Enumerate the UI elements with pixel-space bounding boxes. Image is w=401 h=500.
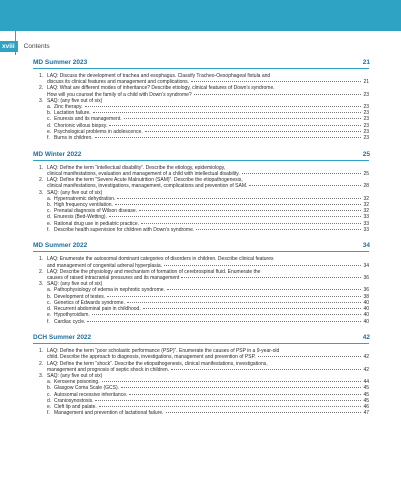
subentry-page-number: 40 [363, 299, 369, 306]
dot-leader [164, 265, 361, 266]
subentry-text: High frequency ventilation. [54, 201, 113, 208]
entry-page-number: 34 [363, 262, 369, 269]
dot-leader [143, 308, 362, 309]
subentry-page-number: 23 [363, 135, 369, 142]
subentry-letter: e. [47, 312, 52, 319]
toc-subentry[interactable] [47, 410, 369, 416]
dot-leader [167, 289, 362, 290]
entry-number: 1. [39, 348, 44, 355]
dot-leader [85, 106, 362, 107]
subentry-letter: f. [47, 410, 50, 417]
section-page-number: 34 [362, 242, 370, 250]
dot-leader [166, 412, 362, 413]
subentry-letter: f. [47, 135, 50, 142]
subentry-letter: b. [47, 201, 52, 208]
subentry-page-number: 40 [363, 312, 369, 319]
entry-text: discuss its clinical features and management and complications. [47, 79, 190, 86]
subentry-page-number: 23 [363, 104, 369, 111]
dot-leader [121, 387, 361, 388]
entry-number: 1. [39, 73, 44, 79]
section-heading[interactable] [33, 150, 369, 161]
running-title: Contents [23, 42, 50, 50]
section-heading[interactable] [33, 333, 369, 344]
entry-page-number: 21 [363, 79, 369, 86]
dot-leader [99, 406, 362, 407]
subentry-letter: a. [47, 287, 52, 294]
entry-number: 1. [39, 256, 44, 263]
toc-subentry[interactable] [47, 227, 369, 233]
toc-section [33, 150, 369, 233]
section-heading[interactable] [33, 58, 369, 69]
subentry-text: Zinc therapy. [54, 104, 83, 111]
entry-text-line: LAQ: What are different modes of inheritance? Describe etiology, clinical features of Down’s syndrome. [47, 85, 275, 92]
dot-leader [93, 112, 362, 113]
entry-page-number: 25 [363, 170, 369, 177]
toc-entry[interactable] [39, 73, 369, 85]
dot-leader [127, 302, 362, 303]
subentry-page-number: 40 [363, 306, 369, 313]
subentry-letter: c. [47, 116, 51, 123]
subentry-letter: c. [47, 299, 51, 306]
subentry-page-number: 33 [363, 220, 369, 227]
entry-number: 2. [39, 85, 44, 92]
entry-text: How will you counsel the family of a child with Down’s syndrome? [47, 91, 192, 98]
dot-leader [181, 277, 361, 278]
toc-entry[interactable] [39, 361, 369, 373]
subentry-page-number: 45 [363, 391, 369, 398]
entry-text: and management of congenital adrenal hyperplasia. [47, 262, 163, 269]
subentry-letter: b. [47, 293, 52, 300]
subentry-text: Describe health supervision for children with Down’s syndrome. [54, 226, 195, 233]
dot-leader [258, 356, 362, 357]
section-title: MD Winter 2022 [33, 150, 82, 158]
toc-entry[interactable] [39, 165, 369, 177]
subentry-page-number: 38 [363, 293, 369, 300]
subentry-letter: c. [47, 208, 51, 215]
subentry-letter: f. [47, 226, 50, 233]
subentry-letter: a. [47, 104, 52, 111]
running-header [0, 40, 50, 52]
subentry-page-number: 36 [363, 287, 369, 294]
entry-text-line: LAQ: Define the term “intellectual disability”. Describe the etiology, epidemiology, [47, 164, 226, 171]
section-page-number: 21 [362, 59, 370, 66]
dot-leader [109, 125, 361, 126]
subentry-letter: b. [47, 385, 52, 392]
toc-subentry[interactable] [47, 319, 369, 325]
entry-number: 3. [39, 189, 44, 196]
subentry-page-number: 32 [363, 201, 369, 208]
dot-leader [107, 296, 361, 297]
entry-page-number: 23 [363, 91, 369, 98]
dot-leader [171, 369, 361, 370]
entry-text: child. Describe the approach to diagnosis, investigations, management and prevention of PSP. [47, 354, 256, 361]
entry-page-number: 36 [363, 275, 369, 282]
dot-leader [191, 81, 361, 82]
subentry-page-number: 44 [363, 379, 369, 386]
entry-page-number: 42 [363, 354, 369, 361]
toc-entry[interactable] [39, 177, 369, 189]
subentry-page-number: 23 [363, 110, 369, 117]
dot-leader [87, 321, 361, 322]
subentry-letter: d. [47, 214, 52, 221]
section-heading[interactable] [33, 241, 369, 252]
entry-page-number: 42 [363, 366, 369, 373]
dot-leader [141, 223, 361, 224]
page-number: xviii [0, 41, 18, 52]
dot-leader [249, 185, 361, 186]
subentry-letter: e. [47, 220, 52, 227]
entry-text: clinical manifestations, evaluation and management of a child with intellectual disability. [47, 170, 240, 177]
subentry-page-number: 46 [363, 404, 369, 411]
subentry-text: Craniosynostosis. [54, 397, 94, 404]
subentry-letter: b. [47, 110, 52, 117]
subentry-text: Enuresis and its management. [54, 116, 122, 123]
entry-number: 2. [39, 177, 44, 184]
dot-leader [139, 210, 361, 211]
subentry-text: Hypothyroidism. [54, 312, 90, 319]
subentry-text: Lactation failure. [54, 110, 91, 117]
dot-leader [196, 229, 361, 230]
entry-text-line: LAQ: Enumerate the autosomal dominant categories of disorders in children. Describe clinical features [47, 256, 274, 263]
header-band [0, 0, 401, 31]
subentry-page-number: 32 [363, 195, 369, 202]
entry-text: SAQ: (any five out of six) [47, 281, 103, 288]
subentry-page-number: 40 [363, 318, 369, 325]
subentry-text: Pathophysiology of edema in nephrotic syndrome. [54, 287, 165, 294]
toc-entry[interactable] [39, 98, 369, 104]
toc-section [33, 58, 369, 141]
subentry-letter: d. [47, 306, 52, 313]
subentry-text: Recurrent abdominal pain in childhood. [54, 306, 141, 313]
subentry-text: Rational drug use in pediatric practice. [54, 220, 140, 227]
subentry-text: Chorionic villous biopsy. [54, 122, 108, 129]
subentry-text: Genetics of Edwards syndrome. [54, 299, 125, 306]
toc-entry[interactable] [39, 348, 369, 360]
subentry-text: Prenatal diagnosis of Wilson disease. [54, 208, 138, 215]
dot-leader [194, 94, 362, 95]
subentry-letter: d. [47, 122, 52, 129]
entry-text-line: LAQ: Define the term “poor scholastic performance (PSP)”. Enumerate the causes of PSP in a 9-year-old [47, 348, 280, 355]
entry-text: management and prognosis of septic shock in children. [47, 366, 170, 373]
dot-leader [92, 314, 362, 315]
dot-leader [95, 137, 362, 138]
subentry-letter: e. [47, 128, 52, 135]
subentry-text: Management and prevention of lactational failure. [54, 410, 164, 417]
subentry-text: Kerosene poisoning. [54, 379, 100, 386]
toc-section [33, 333, 369, 416]
toc-subentry[interactable] [47, 135, 369, 141]
entry-text: causes of raised intracranial pressures and its management [47, 275, 180, 282]
section-title: DCH Summer 2022 [33, 334, 92, 342]
entry-text-line: LAQ: Discuss the development of trachea and esophagus. Classify Tracheo-Oesophageal fistula and [47, 73, 271, 79]
entry-page-number: 28 [363, 183, 369, 190]
table-of-contents [33, 58, 369, 425]
subentry-letter: a. [47, 195, 52, 202]
entry-text-line: LAQ: Define the term “Severe Acute Malnutrition (SAM)”. Describe the etiopathogenesis, [47, 177, 243, 184]
entry-text: SAQ: (any five out of six) [47, 189, 103, 196]
entry-number: 3. [39, 373, 44, 380]
subentry-text: Burns in children. [54, 135, 93, 142]
subentry-page-number: 45 [363, 397, 369, 404]
entry-text: SAQ: (any five out of six) [47, 97, 103, 104]
section-page-number: 42 [362, 334, 370, 342]
toc-entry[interactable] [39, 85, 369, 97]
subentry-letter: a. [47, 379, 52, 386]
dot-leader [145, 131, 362, 132]
subentry-page-number: 23 [363, 122, 369, 129]
subentry-page-number: 33 [363, 226, 369, 233]
section-title: MD Summer 2022 [33, 242, 88, 250]
section-page-number: 25 [362, 150, 370, 158]
entry-number: 2. [39, 268, 44, 275]
subentry-page-number: 45 [363, 385, 369, 392]
entry-number: 3. [39, 281, 44, 288]
subentry-page-number: 23 [363, 128, 369, 135]
subentry-text: Cleft lip and palate. [54, 404, 97, 411]
entry-text-line: LAQ: Define the term “shock”. Describe the etiopathogenesis, clinical manifestations, investigations, [47, 360, 268, 367]
subentry-letter: f. [47, 318, 50, 325]
entry-number: 2. [39, 360, 44, 367]
dot-leader [242, 173, 362, 174]
subentry-page-number: 33 [363, 214, 369, 221]
section-title: MD Summer 2023 [33, 59, 88, 66]
entry-number: 3. [39, 97, 44, 104]
dot-leader [117, 198, 361, 199]
entry-number: 1. [39, 164, 44, 171]
dot-leader [102, 381, 362, 382]
subentry-letter: d. [47, 397, 52, 404]
subentry-text: Autosomal recessive inheritance. [54, 391, 128, 398]
subentry-text: Hypernatremic dehydration. [54, 195, 116, 202]
dot-leader [115, 204, 362, 205]
subentry-text: Cardiac cycle. [54, 318, 86, 325]
dot-leader [109, 216, 361, 217]
dot-leader [95, 400, 361, 401]
entry-text: clinical manifestations, investigations, management, complications and prevention of SAM. [47, 183, 248, 190]
subentry-page-number: 23 [363, 116, 369, 123]
entry-text: SAQ: (any five out of six) [47, 373, 103, 380]
subentry-text: Glasgow Coma Scale (GCS). [54, 385, 120, 392]
subentry-letter: e. [47, 404, 52, 411]
dot-leader [124, 118, 362, 119]
subentry-letter: c. [47, 391, 51, 398]
subentry-text: Enuresis (Bed-Wetting). [54, 214, 107, 221]
dot-leader [129, 394, 361, 395]
toc-entry[interactable] [39, 269, 369, 281]
toc-entry[interactable] [39, 256, 369, 268]
toc-section [33, 241, 369, 324]
subentry-page-number: 47 [363, 410, 369, 417]
entry-text-line: LAQ: Describe the physiology and mechanism of formation of cerebrospinal fluid. Enumerate the [47, 268, 261, 275]
subentry-text: Psychological problems in adolescence. [54, 128, 143, 135]
subentry-text: Development of testes. [54, 293, 106, 300]
subentry-page-number: 32 [363, 208, 369, 215]
